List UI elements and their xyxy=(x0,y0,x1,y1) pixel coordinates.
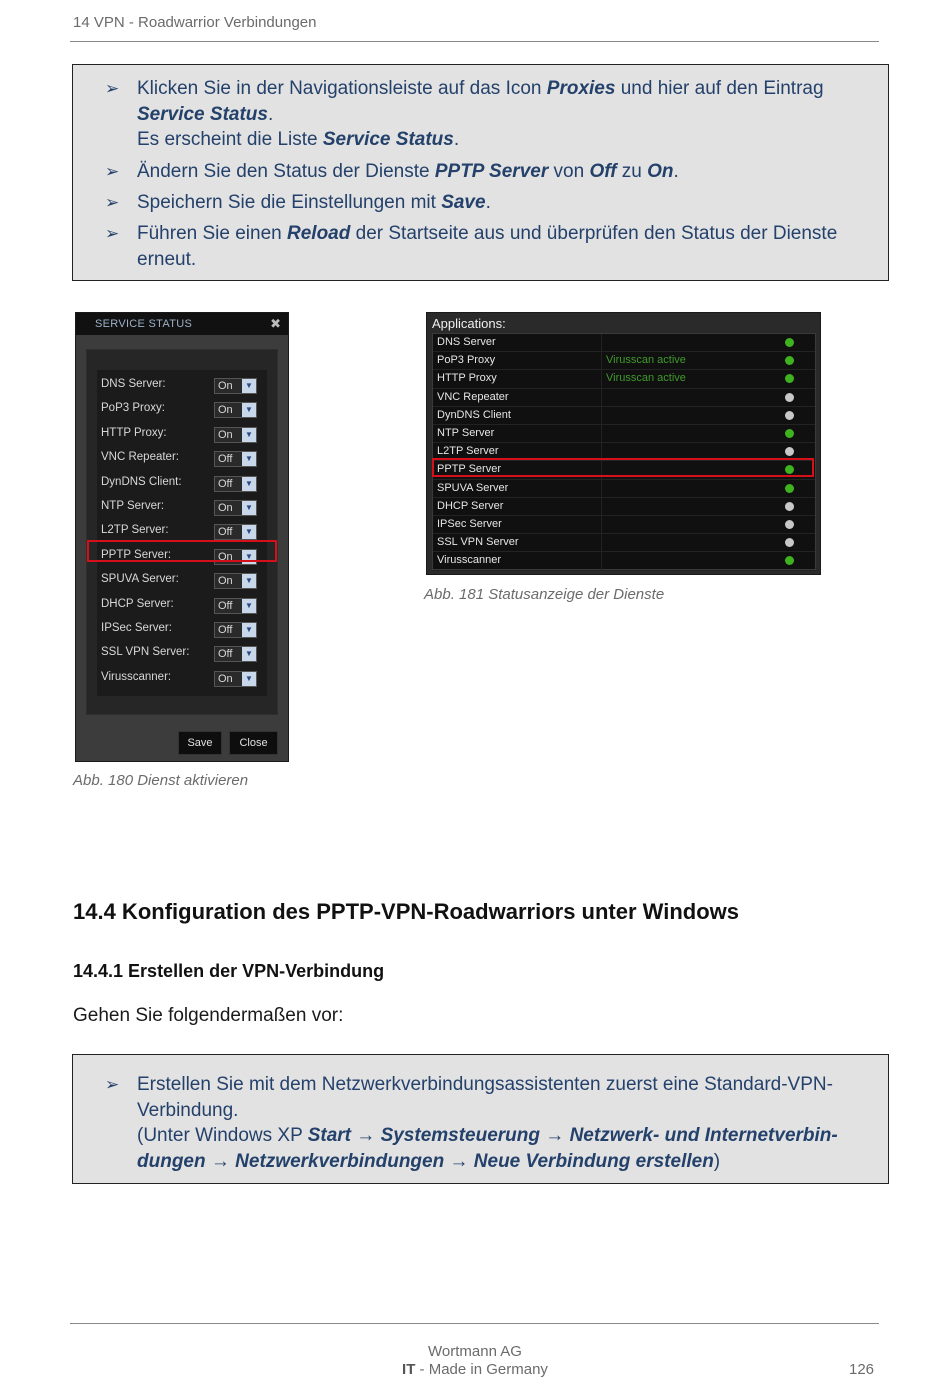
chevron-down-icon: ▼ xyxy=(242,379,256,393)
application-name: DynDNS Client xyxy=(437,408,511,421)
application-row xyxy=(433,552,815,570)
header-rule xyxy=(70,41,879,42)
service-status-select xyxy=(214,524,257,540)
application-info: Virusscan active xyxy=(606,354,686,367)
running-title: 14 VPN - Roadwarrior Verbindungen xyxy=(73,14,317,31)
chevron-down-icon: ▼ xyxy=(242,672,256,686)
service-row xyxy=(97,398,267,422)
status-dot-icon xyxy=(785,538,794,547)
service-status-select xyxy=(214,671,257,687)
service-status-value: On xyxy=(218,672,233,685)
application-name: IPSec Server xyxy=(437,518,502,530)
chevron-down-icon: ▼ xyxy=(242,647,256,661)
application-row xyxy=(433,370,815,388)
column-divider xyxy=(601,516,602,534)
applications-screenshot xyxy=(426,312,821,575)
service-label: SPUVA Server: xyxy=(101,573,179,586)
applications-title: Applications: xyxy=(432,316,506,331)
service-label: NTP Server: xyxy=(101,500,165,512)
application-name: DHCP Server xyxy=(437,499,504,512)
chevron-down-icon: ▼ xyxy=(242,403,256,417)
service-status-select xyxy=(214,451,257,467)
application-row xyxy=(433,516,815,534)
service-row xyxy=(97,472,267,496)
service-row xyxy=(97,594,267,618)
step-1: ➢ Klicken Sie in der Navigationsleiste auf das Icon Proxies und hier auf den Eintrag Service Status. Es erscheint die Liste Service Status. xyxy=(105,78,824,151)
service-status-value: On xyxy=(218,575,233,588)
column-divider xyxy=(601,552,602,570)
status-dot-icon xyxy=(785,556,794,565)
service-label: SSL VPN Server: xyxy=(101,646,190,659)
service-label: PPTP Server: xyxy=(101,548,172,561)
chevron-down-icon: ▼ xyxy=(242,452,256,466)
chevron-down-icon: ▼ xyxy=(242,525,256,539)
application-row xyxy=(433,425,815,443)
service-status-value: On xyxy=(218,550,233,563)
status-dot-icon xyxy=(785,374,794,383)
close-button: Close xyxy=(229,731,278,755)
service-label: L2TP Server: xyxy=(101,524,169,537)
application-name: HTTP Proxy xyxy=(437,372,497,385)
service-label: DNS Server: xyxy=(101,378,166,390)
service-status-value: Off xyxy=(218,648,233,661)
service-row xyxy=(97,374,267,398)
application-name: Virusscanner xyxy=(437,554,501,567)
service-status-value: On xyxy=(218,428,233,441)
service-panel xyxy=(86,349,278,715)
application-row xyxy=(433,498,815,516)
column-divider xyxy=(601,498,602,516)
footer-tagline: IT - Made in Germany xyxy=(402,1361,548,1378)
service-status-screenshot xyxy=(75,312,289,762)
service-row xyxy=(97,642,267,666)
application-row xyxy=(433,352,815,370)
service-row xyxy=(97,569,267,593)
application-row xyxy=(433,407,815,425)
column-divider xyxy=(601,370,602,388)
section-heading: 14.4 Konfiguration des PPTP-VPN-Roadwarriors unter Windows xyxy=(73,899,739,924)
application-name: L2TP Server xyxy=(437,445,499,458)
service-label: IPSec Server: xyxy=(101,622,172,634)
footer-company: Wortmann AG xyxy=(428,1343,522,1360)
service-status-select xyxy=(214,598,257,614)
chevron-down-icon: ▼ xyxy=(242,477,256,491)
status-dot-icon xyxy=(785,393,794,402)
subsection-heading: 14.4.1 Erstellen der VPN-Verbindung xyxy=(73,961,385,981)
instruction-box-2 xyxy=(72,1054,889,1184)
application-name: SPUVA Server xyxy=(437,481,509,494)
service-status-select xyxy=(214,402,257,418)
service-label: PoP3 Proxy: xyxy=(101,402,165,415)
application-name: VNC Repeater xyxy=(437,390,509,403)
status-dot-icon xyxy=(785,520,794,529)
step-3: ➢ Speichern Sie die Einstellungen mit Save. xyxy=(106,190,876,216)
service-status-select xyxy=(214,500,257,516)
column-divider xyxy=(601,480,602,498)
instruction-box-1 xyxy=(72,64,889,281)
dialog-title: SERVICE STATUS xyxy=(95,318,193,330)
column-divider xyxy=(601,407,602,425)
arrow-bullet-icon: ➢ xyxy=(105,1075,120,1094)
step-4: ➢ Führen Sie einen Reload der Startseite aus und überprüfen den Status der Dienste erneut. xyxy=(105,223,838,270)
pptp-status-highlight xyxy=(432,458,814,477)
service-row xyxy=(97,423,267,447)
figure-caption-181: Abb. 181 Statusanzeige der Dienste xyxy=(424,586,665,603)
status-dot-icon xyxy=(785,429,794,438)
status-dot-icon xyxy=(785,447,794,456)
service-row xyxy=(97,667,267,691)
application-row xyxy=(433,534,815,552)
arrow-bullet-icon: ➢ xyxy=(105,193,120,212)
application-name: NTP Server xyxy=(437,427,495,439)
application-row xyxy=(433,389,815,407)
application-name: PPTP Server xyxy=(437,463,501,476)
status-dot-icon xyxy=(785,338,794,347)
application-name: SSL VPN Server xyxy=(437,536,519,549)
service-status-value: Off xyxy=(218,526,233,539)
service-row xyxy=(97,447,267,471)
step-vpn-wizard: ➢ Erstellen Sie mit dem Netzwerkverbindungsassistenten zuerst eine Standard-VPN- Verbindung. (Unter Windows XP Start → Systemsteuerung → Netzwerk- und Internetverbin- dungen → Netzwerkverbindungen → Neue Verbindung erstellen) xyxy=(105,1074,838,1172)
service-status-value: Off xyxy=(218,624,233,636)
close-icon: ✖ xyxy=(270,316,281,331)
chevron-down-icon: ▼ xyxy=(242,623,256,637)
service-list xyxy=(97,370,267,696)
application-name: DNS Server xyxy=(437,336,496,348)
service-status-value: On xyxy=(218,380,233,392)
service-status-select xyxy=(214,573,257,589)
service-status-select xyxy=(214,622,257,638)
service-label: DHCP Server: xyxy=(101,597,174,610)
application-info: Virusscan active xyxy=(606,372,686,385)
intro-paragraph: Gehen Sie folgendermaßen vor: xyxy=(73,1005,344,1026)
step-2: ➢ Ändern Sie den Status der Dienste PPTP Server von Off zu On. xyxy=(106,159,876,185)
service-label: HTTP Proxy: xyxy=(101,426,167,439)
service-status-select xyxy=(214,646,257,662)
service-status-value: Off xyxy=(218,599,233,612)
chevron-down-icon: ▼ xyxy=(242,501,256,515)
arrow-bullet-icon: ➢ xyxy=(105,162,120,181)
column-divider xyxy=(601,534,602,552)
footer-rule xyxy=(70,1323,879,1324)
application-row xyxy=(433,334,815,352)
service-status-select xyxy=(214,427,257,443)
application-name: PoP3 Proxy xyxy=(437,354,496,367)
column-divider xyxy=(601,352,602,370)
service-row xyxy=(97,496,267,520)
chevron-down-icon: ▼ xyxy=(242,599,256,613)
page-number: 126 xyxy=(849,1361,875,1378)
status-dot-icon xyxy=(785,411,794,420)
service-status-select xyxy=(214,378,257,394)
service-status-select xyxy=(214,476,257,492)
chevron-down-icon: ▼ xyxy=(242,574,256,588)
service-status-value: On xyxy=(218,404,233,417)
service-label: Virusscanner: xyxy=(101,670,172,683)
figure-caption-180: Abb. 180 Dienst aktivieren xyxy=(73,772,249,789)
service-status-value: Off xyxy=(218,453,233,466)
column-divider xyxy=(601,389,602,407)
column-divider xyxy=(601,425,602,443)
save-button: Save xyxy=(178,731,222,755)
chevron-down-icon: ▼ xyxy=(242,428,256,442)
applications-list xyxy=(432,333,816,570)
arrow-bullet-icon: ➢ xyxy=(105,224,120,243)
chevron-down-icon: ▼ xyxy=(242,550,256,564)
pptp-highlight-box xyxy=(87,540,277,562)
dialog-titlebar xyxy=(76,313,288,335)
status-dot-icon xyxy=(785,484,794,493)
service-row xyxy=(97,618,267,642)
status-dot-icon xyxy=(785,502,794,511)
service-status-value: Off xyxy=(218,477,233,490)
application-row xyxy=(433,480,815,498)
service-status-value: On xyxy=(218,502,233,514)
arrow-bullet-icon: ➢ xyxy=(105,79,120,98)
service-label: DynDNS Client: xyxy=(101,475,182,488)
status-dot-icon xyxy=(785,356,794,365)
service-label: VNC Repeater: xyxy=(101,451,179,464)
column-divider xyxy=(601,334,602,352)
